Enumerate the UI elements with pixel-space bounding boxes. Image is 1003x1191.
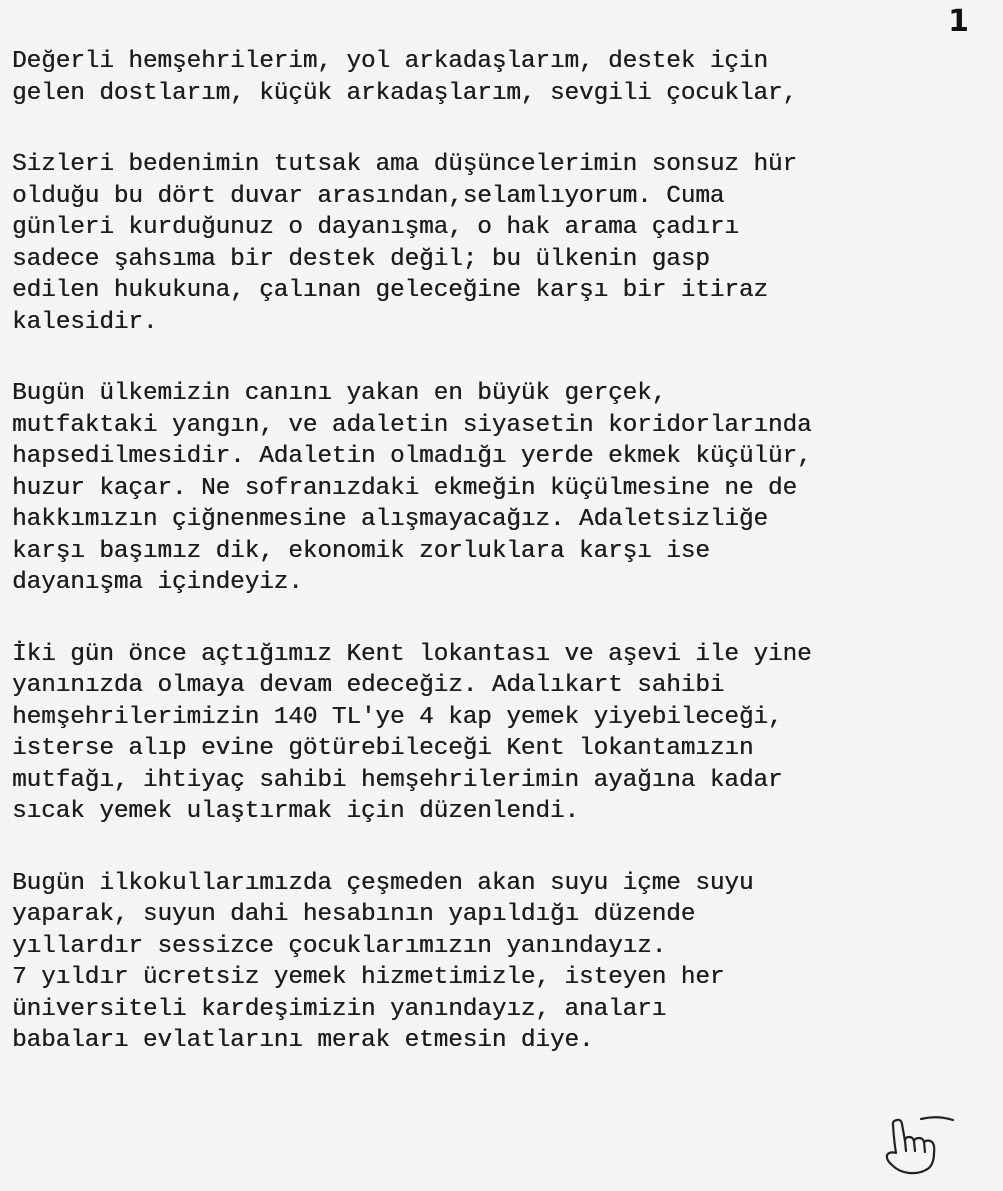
- text-line: dayanışma içindeyiz.: [12, 569, 303, 596]
- text-line: üniversiteli kardeşimizin yanındayız, anaları: [12, 995, 667, 1023]
- text-line: sadece şahsıma bir destek değil; bu ülkenin gasp: [12, 245, 710, 273]
- text-line: yaparak, suyun dahi hesabının yapıldığı düzende: [12, 901, 696, 928]
- text-line: yanınızda olmaya devam edeceğiz. Adalıkart sahibi: [12, 672, 725, 699]
- page-number: 1: [948, 4, 969, 39]
- letter-paragraph: [12, 378, 997, 599]
- text-line: Değerli hemşehrilerim, yol arkadaşlarım, destek için: [12, 48, 768, 75]
- text-line: isterse alıp evine götürebileceği Kent lokantamızın: [12, 735, 754, 762]
- letter-paragraph: [12, 149, 997, 338]
- text-line: yıllardır sessizce çocuklarımızın yanındayız.: [12, 932, 667, 960]
- text-line: kalesidir.: [12, 308, 158, 336]
- text-line: İki gün önce açtığımız Kent lokantası ve aşevi ile yine: [12, 640, 812, 668]
- text-line: Sizleri bedenimin tutsak ama düşüncelerimin sonsuz hür: [12, 151, 797, 178]
- text-line: günleri kurduğunuz o dayanışma, o hak arama çadırı: [12, 214, 739, 241]
- text-line: mutfaktaki yangın, ve adaletin siyasetin koridorlarında: [12, 411, 812, 439]
- text-line: hemşehrilerimizin 140 TL'ye 4 kap yemek yiyebileceği,: [12, 703, 783, 731]
- letter-body: [12, 46, 997, 1097]
- text-line: Bugün ilkokullarımızda çeşmeden akan suyu içme suyu: [12, 869, 754, 897]
- text-line: hapsedilmesidir. Adaletin olmadığı yerde ekmek küçülür,: [12, 443, 812, 470]
- text-line: karşı başımız dik, ekonomik zorluklara karşı ise: [12, 537, 710, 565]
- text-line: huzur kaçar. Ne sofranızdaki ekmeğin küçülmesine ne de: [12, 474, 797, 502]
- text-line: edilen hukukuna, çalınan geleceğine karşı bir itiraz: [12, 277, 768, 304]
- text-line: babaları evlatlarını merak etmesin diye.: [12, 1027, 594, 1054]
- text-line: 7 yıldır ücretsiz yemek hizmetimizle, isteyen her: [12, 964, 725, 991]
- letter-paragraph: [12, 46, 997, 109]
- letter-paragraph: [12, 868, 997, 1057]
- text-line: sıcak yemek ulaştırmak için düzenlendi.: [12, 798, 579, 825]
- letter-paragraph: [12, 639, 997, 828]
- text-line: Bugün ülkemizin canını yakan en büyük gerçek,: [12, 380, 667, 407]
- text-line: hakkımızın çiğnenmesine alışmayacağız. Adaletsizliğe: [12, 506, 768, 533]
- text-line: mutfağı, ihtiyaç sahibi hemşehrilerimin ayağına kadar: [12, 766, 783, 794]
- text-line: olduğu bu dört duvar arasından,selamlıyorum. Cuma: [12, 182, 725, 210]
- pointing-hand-icon: [879, 1111, 959, 1177]
- text-line: gelen dostlarım, küçük arkadaşlarım, sevgili çocuklar,: [12, 79, 797, 107]
